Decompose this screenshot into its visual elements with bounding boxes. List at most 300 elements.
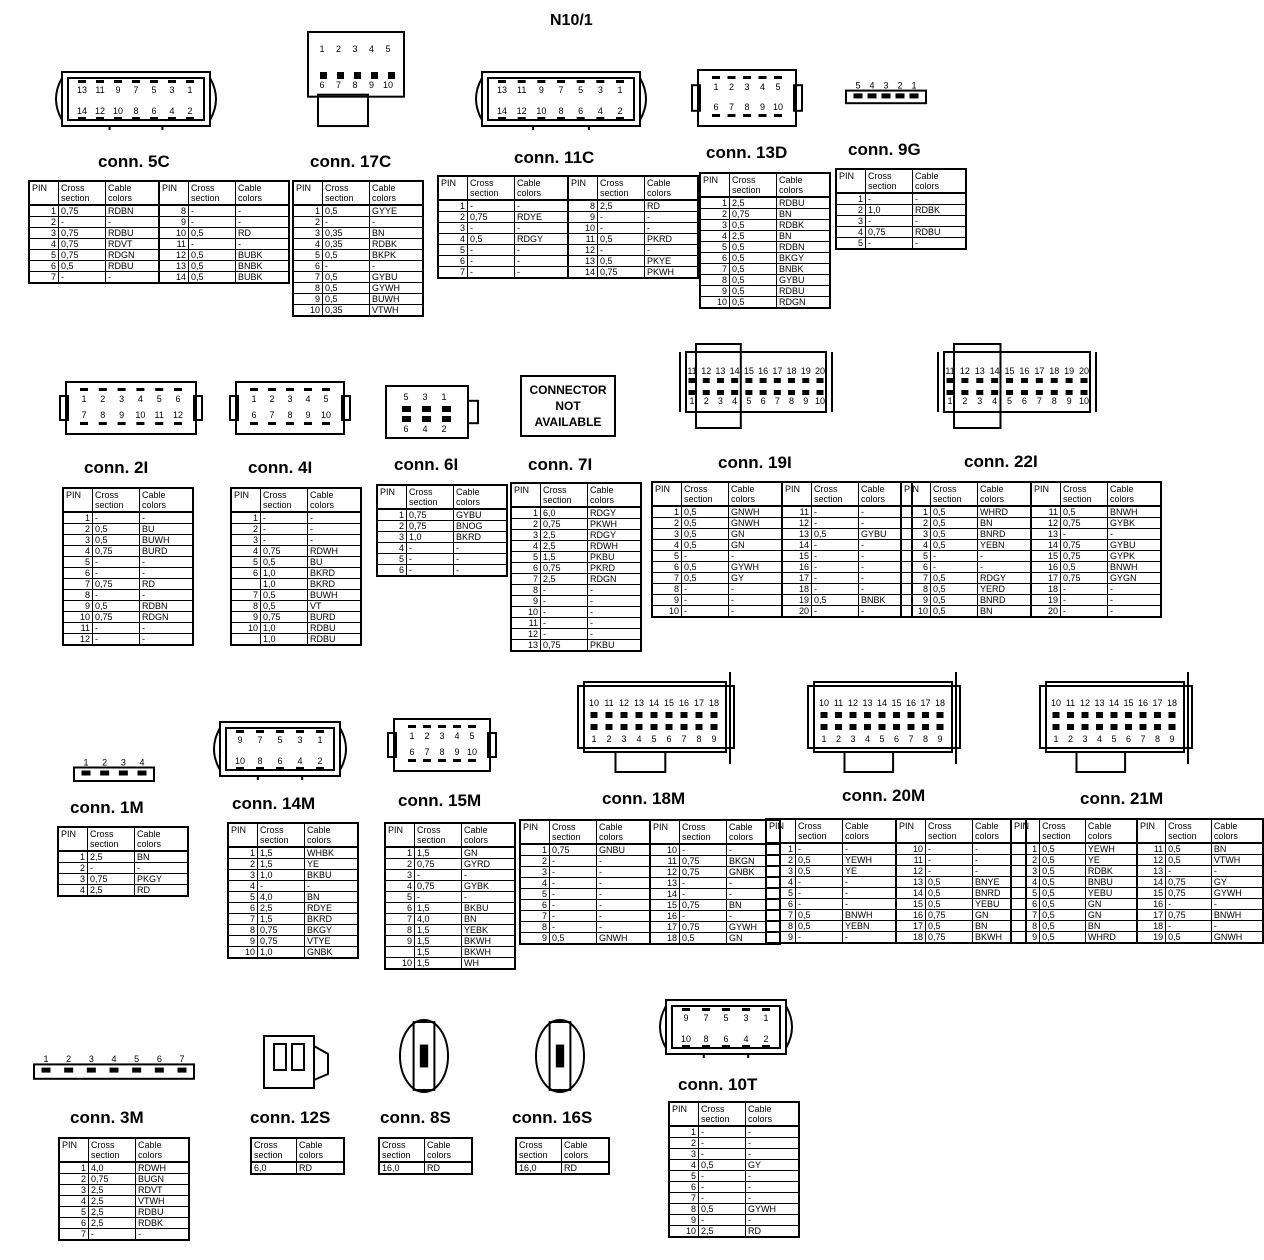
pin-cell: 1 (293, 205, 323, 217)
cable-color-cell: YEBU (973, 899, 1027, 910)
cross-section-cell: - (261, 535, 308, 546)
cross-section-cell: - (812, 551, 859, 562)
pin-cell: 5 (385, 892, 415, 903)
pin-label: 15 (663, 698, 675, 708)
pin-label: 11 (516, 85, 527, 95)
table-row (438, 245, 698, 256)
cable-color-cell: BKRD (305, 914, 359, 925)
cable-color-cell: - (462, 870, 516, 881)
cross-section-cell: 2,5 (541, 530, 588, 541)
pin-label: 1 (713, 82, 719, 92)
pin-cell: 2 (385, 859, 415, 870)
table-row (652, 562, 912, 573)
table-row (511, 530, 641, 541)
table-row (231, 557, 361, 568)
pin-cell: 11 (568, 234, 598, 245)
table-row (293, 239, 423, 250)
pin-label: 17 (920, 698, 931, 708)
header-cable: Cable colors (746, 1102, 800, 1126)
pin-label: 16 (678, 698, 690, 708)
cable-color-cell: PKBU (588, 552, 642, 563)
cross-section-cell: 0,75 (407, 521, 454, 532)
cable-color-cell: BU (308, 557, 362, 568)
pin-label: 1 (319, 44, 325, 54)
cross-section-cell: - (812, 584, 859, 595)
cable-color-cell: RD (645, 200, 699, 212)
header-pin: PIN (766, 819, 796, 843)
pin-label: 18 (786, 366, 797, 376)
pin-label: 11 (154, 410, 164, 420)
pin-label: 7 (703, 1013, 709, 1023)
cable-color-cell: GY (1211, 877, 1263, 888)
pin-cell: 4 (385, 881, 415, 892)
connector-title-11c: conn. 11C (514, 148, 595, 167)
pin-label: 5 (134, 1054, 140, 1065)
header-pin: PIN (1137, 819, 1166, 843)
cable-color-cell: BKRD (308, 568, 362, 579)
pin-cell: 3 (438, 223, 468, 234)
cross-section-cell: 0,75 (541, 640, 588, 652)
cable-color-cell: RD (425, 1162, 473, 1174)
cross-section-cell: 0,75 (541, 563, 588, 574)
pin-cell: 8 (228, 925, 258, 936)
cable-color-cell: GNBK (305, 947, 359, 959)
cable-color-cell: GN (729, 529, 783, 540)
pin-cell: 12 (511, 629, 541, 640)
pin-label: 5 (775, 82, 781, 92)
table-row (63, 601, 193, 612)
pin-label: 15 (1123, 698, 1134, 708)
cross-section-cell: 0,5 (59, 261, 106, 272)
connector-title-21m: conn. 21M (1080, 789, 1164, 808)
cross-section-cell: - (931, 562, 978, 573)
pin-cell: 4 (438, 234, 468, 245)
pin-cell: 12 (896, 866, 926, 877)
table-row (438, 212, 698, 223)
connector-3m-drawing (28, 1050, 200, 1082)
cross-section-cell: 0,35 (323, 305, 370, 317)
table-row (228, 881, 358, 892)
pin-label: 7 (133, 85, 139, 95)
pin-cell: 4 (520, 878, 550, 889)
cable-color-cell: - (308, 512, 362, 524)
table-row (377, 565, 507, 577)
pin-cell: 9 (293, 294, 323, 305)
cable-color-cell: RD (135, 885, 189, 897)
cable-color-cell: BKWH (462, 936, 516, 947)
cable-color-cell: GYBU (777, 275, 831, 286)
table-row (29, 228, 289, 239)
pin-cell: 14 (782, 540, 812, 551)
connector-20m-drawing (804, 668, 966, 774)
pin-cell: 2 (29, 217, 59, 228)
cross-section-cell: 0,35 (323, 228, 370, 239)
cable-color-cell: BNBK (859, 595, 913, 606)
cross-section-cell: 1,0 (261, 634, 308, 646)
cable-color-cell: BKBU (305, 870, 359, 881)
pin-label: 7 (681, 734, 687, 744)
pin-label: 4 (992, 396, 998, 406)
pin-cell: 8 (63, 590, 93, 601)
header-cross: Cross section (926, 819, 973, 843)
pin-cell: 13 (782, 529, 812, 540)
cross-section-cell: 0,5 (1040, 855, 1086, 866)
cable-color-cell: - (515, 267, 569, 279)
pin-cell: 18 (650, 933, 680, 945)
cross-section-cell: 0,75 (93, 612, 140, 623)
pin-cell: 4 (293, 239, 323, 250)
cross-section-cell: - (59, 217, 106, 228)
table-row (700, 297, 830, 309)
header-cable: Cable colors (777, 173, 831, 197)
cross-section-cell: 0,5 (189, 272, 236, 284)
pin-cell: 5 (29, 250, 59, 261)
pin-cell: 9 (385, 936, 415, 947)
pin-label: 9 (803, 396, 809, 406)
cable-color-cell: - (515, 223, 569, 234)
pin-label: 10 (382, 80, 394, 90)
cross-section-cell: 16,0 (516, 1162, 562, 1174)
pin-label: 8 (257, 756, 263, 766)
pin-cell: 8 (1011, 921, 1040, 932)
pin-label: 1 (317, 735, 323, 745)
cable-color-cell: YERD (978, 584, 1032, 595)
table-row (385, 859, 515, 870)
table-row (901, 584, 1161, 595)
header-pin: PIN (896, 819, 926, 843)
cross-section-cell: 0,75 (550, 844, 597, 856)
pin-label: 18 (1166, 698, 1178, 708)
pin-label: 8 (1154, 734, 1161, 744)
connector-19i-drawing (676, 342, 836, 430)
pin-cell: 1 (58, 851, 88, 863)
pin-label: 18 (934, 698, 946, 708)
connector-8s-drawing (398, 1018, 450, 1094)
cross-section-cell: - (812, 573, 859, 584)
cable-color-cell: - (515, 245, 569, 256)
cross-section-cell: - (866, 193, 913, 205)
table-row (29, 261, 289, 272)
pin-label: 10 (818, 698, 830, 708)
pin-label: 17 (772, 366, 783, 376)
pin-label: 18 (1049, 366, 1060, 376)
cross-section-cell: 0,75 (59, 250, 106, 261)
cable-color-cell: - (308, 524, 362, 535)
cable-color-cell: BKGN (727, 856, 781, 867)
pin-label: 10 (680, 1034, 692, 1044)
cable-color-cell: BU (140, 524, 194, 535)
cable-color-cell: RD (297, 1162, 345, 1174)
header-cable: Cable colors (308, 488, 362, 512)
cable-color-cell: BUWH (308, 590, 362, 601)
cross-section-cell: 0,5 (1166, 855, 1212, 866)
pin-label: 4 (305, 394, 311, 404)
cross-section-cell: 2,5 (89, 1218, 136, 1229)
header-pin: PIN (1031, 482, 1061, 506)
table-row (385, 870, 515, 881)
cross-section-cell: 0,5 (323, 283, 370, 294)
table-row (59, 1196, 189, 1207)
cable-color-cell: - (729, 595, 783, 606)
pin-cell: 16 (896, 910, 926, 921)
pin-cell: 11 (782, 506, 812, 518)
cross-section-cell: 1,5 (415, 936, 462, 947)
pin-cell: 16 (1031, 562, 1061, 573)
cross-section-cell: 0,5 (93, 535, 140, 546)
header-pin: PIN (669, 1102, 699, 1126)
pin-label: 10 (320, 410, 332, 420)
pin-table-9g (835, 168, 967, 250)
pin-cell: 12 (782, 518, 812, 529)
header-cable: Cable colors (1211, 819, 1263, 843)
cross-section-cell: - (812, 518, 859, 529)
connector-title-7i: conn. 7I (528, 455, 593, 474)
cross-section-cell: - (415, 870, 462, 881)
pin-label: 5 (323, 394, 329, 404)
cross-section-cell: - (796, 899, 843, 910)
pin-cell: 15 (782, 551, 812, 562)
pin-label: 9 (115, 85, 121, 95)
table-row (511, 585, 641, 596)
cable-color-cell: GN (727, 933, 781, 945)
table-row (228, 914, 358, 925)
cable-color-cell: - (588, 585, 642, 596)
cable-color-cell: GYBU (1108, 540, 1162, 551)
cable-color-cell: - (978, 562, 1032, 573)
header-cable: Cable colors (645, 176, 699, 200)
pin-cell: 3 (231, 535, 261, 546)
cable-color-cell: GYBU (370, 272, 424, 283)
cross-section-cell: 0,5 (1040, 932, 1086, 944)
pin-cell: 1 (228, 847, 258, 859)
cable-color-cell: BKGY (777, 253, 831, 264)
pin-label: 4 (864, 734, 871, 744)
cross-section-cell: 0,5 (931, 595, 978, 606)
cable-color-cell: - (843, 899, 897, 910)
pin-label: 5 (403, 392, 409, 402)
cross-section-cell: - (699, 1138, 746, 1149)
cable-color-cell: PKWH (645, 267, 699, 279)
cable-color-cell: - (746, 1126, 800, 1138)
cable-color-cell: GNWH (729, 506, 783, 518)
header-pin: PIN (568, 176, 598, 200)
pin-cell: 19 (1031, 595, 1061, 606)
pin-label: 7 (81, 410, 87, 420)
pin-label: 1 (187, 85, 193, 95)
cable-color-cell: BNBK (777, 264, 831, 275)
pin-label: 13 (715, 366, 726, 376)
header-pin: PIN (293, 181, 323, 205)
header-cross: Cross section (261, 488, 308, 512)
cable-color-cell: GN (1085, 899, 1137, 910)
pin-label: 5 (746, 396, 752, 406)
header-cross: Cross section (598, 176, 645, 200)
cable-color-cell: PKYE (645, 256, 699, 267)
cable-color-cell: GYRD (462, 859, 516, 870)
cross-section-cell: - (189, 239, 236, 250)
cross-section-cell: - (468, 267, 515, 279)
pin-label: 10 (112, 106, 124, 116)
header-pin: PIN (58, 827, 88, 851)
pin-label: 4 (597, 106, 603, 116)
pin-label: 6 (1125, 734, 1132, 744)
pin-label: 6 (403, 424, 409, 434)
pin-cell: 10 (669, 1226, 699, 1238)
cable-color-cell: - (973, 855, 1027, 866)
cable-color-cell: - (597, 856, 651, 867)
header-pin: PIN (29, 181, 59, 205)
header-cable: Cable colors (1108, 482, 1162, 506)
cable-color-cell: VT (308, 601, 362, 612)
table-row (669, 1126, 799, 1138)
table-row (438, 267, 698, 279)
pin-label: 2 (269, 394, 275, 404)
pin-label: 3 (169, 85, 175, 95)
cross-section-cell: 0,5 (682, 529, 729, 540)
header-pin: PIN (836, 169, 866, 193)
pin-cell: 15 (650, 900, 680, 911)
pin-label: 10 (536, 106, 547, 116)
pin-cell: 6 (385, 903, 415, 914)
pin-cell: 2 (700, 209, 730, 220)
pin-cell: 5 (766, 888, 796, 899)
cable-color-cell: BNWH (843, 910, 897, 921)
table-row (520, 867, 780, 878)
cross-section-cell: 0,5 (796, 855, 843, 866)
table-row (700, 275, 830, 286)
cable-color-cell: RDGN (777, 297, 831, 309)
cable-color-cell: BKBU (462, 903, 516, 914)
cable-color-cell: YEBU (1085, 888, 1137, 899)
table-row (766, 899, 1026, 910)
pin-cell: 3 (377, 532, 407, 543)
cable-color-cell: - (597, 911, 651, 922)
pin-cell: 7 (293, 272, 323, 283)
pin-cell: 8 (385, 925, 415, 936)
pin-label: 1 (947, 396, 953, 406)
pin-label: 14 (496, 106, 508, 116)
pin-table-11c (437, 175, 699, 279)
pin-label: 6 (175, 394, 181, 404)
table-row (29, 239, 289, 250)
pin-cell: 14 (568, 267, 598, 279)
pin-cell (231, 634, 261, 646)
pin-cell: 16 (1137, 899, 1166, 910)
table-row (1011, 932, 1263, 944)
cross-section-cell: 1,5 (415, 947, 462, 958)
pin-cell: 8 (700, 275, 730, 286)
pin-label: 1 (617, 85, 623, 95)
cross-section-cell: 0,5 (926, 921, 973, 932)
cross-section-cell: 0,75 (59, 239, 106, 250)
cable-color-cell: - (1211, 866, 1263, 877)
pin-cell: 10 (896, 843, 926, 855)
pin-cell: 14 (896, 888, 926, 899)
table-row (901, 606, 1161, 618)
cross-section-cell: - (93, 623, 140, 634)
table-row (63, 612, 193, 623)
pin-label: 3 (297, 735, 303, 745)
pin-cell: 5 (700, 242, 730, 253)
cross-section-cell: - (1061, 606, 1108, 618)
pin-cell: 5 (231, 557, 261, 568)
pin-label: 2 (617, 106, 623, 116)
cable-color-cell: GN (462, 847, 516, 859)
header-cable: Cable colors (462, 823, 516, 847)
cable-color-cell: - (597, 889, 651, 900)
pin-label: 8 (133, 106, 139, 116)
cable-color-cell: - (913, 193, 967, 205)
pin-label: 12 (94, 106, 106, 116)
cable-color-cell: GN (973, 910, 1027, 921)
pin-label: 3 (422, 392, 428, 402)
pin-label: 12 (172, 410, 184, 420)
table-row (228, 892, 358, 903)
connector-4i-drawing (226, 378, 354, 438)
cable-color-cell: BURD (140, 546, 194, 557)
pin-cell: 6 (63, 568, 93, 579)
pin-label: 5 (1111, 734, 1117, 744)
pin-cell: 2 (511, 519, 541, 530)
cable-color-cell: BNWH (1211, 910, 1263, 921)
pin-label: 7 (774, 396, 780, 406)
pin-label: 1 (81, 394, 87, 404)
cross-section-cell: 0,75 (88, 874, 135, 885)
pin-label: 5 (156, 394, 162, 404)
pin-label: 6 (151, 106, 157, 116)
pin-table-5c (28, 180, 290, 284)
cross-section-cell: - (796, 877, 843, 888)
pin-cell: 8 (293, 283, 323, 294)
cable-color-cell: GN (729, 540, 783, 551)
pin-label: 7 (908, 734, 914, 744)
pin-cell: 6 (29, 261, 59, 272)
pin-cell: 18 (1137, 921, 1166, 932)
cross-section-cell: 0,5 (931, 606, 978, 618)
cross-section-cell: 0,75 (598, 267, 645, 279)
connector-10t-drawing (652, 996, 800, 1058)
pin-cell: 5 (652, 551, 682, 562)
pin-cell: 10 (159, 228, 189, 239)
pin-cell: 4 (836, 227, 866, 238)
cross-section-cell: - (261, 512, 308, 524)
table-row (1011, 910, 1263, 921)
table-row (29, 250, 289, 261)
cross-section-cell: 0,75 (541, 519, 588, 530)
cross-section-cell: 6,0 (541, 507, 588, 519)
cross-section-cell: - (407, 554, 454, 565)
cable-color-cell: - (140, 623, 194, 634)
cross-section-cell: 0,75 (93, 546, 140, 557)
cross-section-cell: 4,0 (89, 1162, 136, 1174)
table-row (669, 1149, 799, 1160)
pin-label: 1 (689, 396, 695, 406)
cable-color-cell: PKWH (588, 519, 642, 530)
cable-color-cell: - (645, 223, 699, 234)
pin-label: 8 (744, 102, 750, 112)
pin-cell: 1 (29, 205, 59, 217)
table-row (766, 888, 1026, 899)
cable-color-cell: YE (305, 859, 359, 870)
pin-cell: 6 (1011, 899, 1040, 910)
cable-color-cell: GN (1085, 910, 1137, 921)
pin-label: 8 (352, 80, 358, 90)
page-title: N10/1 (550, 12, 593, 29)
na-line-3: AVAILABLE (534, 415, 602, 429)
cable-color-cell: RDBN (106, 205, 160, 217)
pin-label: 12 (959, 366, 970, 376)
table-row (231, 512, 361, 524)
